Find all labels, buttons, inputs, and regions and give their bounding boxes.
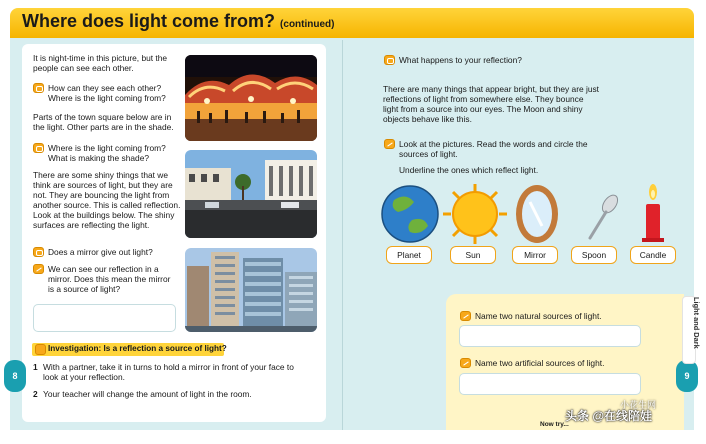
title-main: Where does light come from? <box>22 11 276 31</box>
town-square-text: Parts of the town square below are in the light. Other parts are in the shade. <box>33 112 174 132</box>
artificial-sources-prompt: Name two artificial sources of light. <box>475 358 605 368</box>
natural-sources-input[interactable] <box>459 325 641 347</box>
spacer <box>383 67 646 68</box>
hand-icon <box>35 344 46 355</box>
intro-text: It is night-time in this picture, but the people can see each other. <box>33 53 168 73</box>
step-1-text: With a partner, take it in turns to hold a mirror in front of your face to look at your reflection. <box>43 362 294 382</box>
spoon-icon <box>590 192 621 238</box>
objects-pictures <box>380 182 684 246</box>
underline-task: Underline the ones which reflect light. <box>399 165 539 175</box>
chapter-side-label: Light and Dark <box>692 297 701 349</box>
question-mirror-source: We can see our reflection in a mirror. Does this mean the mirror is a source of light? <box>48 264 171 294</box>
step-number: 1 <box>33 362 38 372</box>
question-shade: Where is the light coming from? What is making the shade? <box>48 143 166 163</box>
reflection-paragraph: There are many things that appear bright, but they are just reflections of light from somewhere else. They bounce light from a source into our eyes. The Moon and shiny objects behave like this. <box>383 84 600 124</box>
page-title <box>22 11 334 32</box>
label-mirror[interactable]: Mirror <box>512 246 558 264</box>
question-icon <box>33 143 44 153</box>
step-2-text: Your teacher will change the amount of light in the room. <box>43 389 252 399</box>
title-continued: (continued) <box>280 19 335 30</box>
question-icon <box>384 55 395 65</box>
reflective-buildings-photo <box>185 248 317 332</box>
sun-icon <box>443 184 507 244</box>
question-mirror-light: Does a mirror give out light? <box>48 247 153 257</box>
label-sun[interactable]: Sun <box>450 246 496 264</box>
question-icon <box>33 83 44 93</box>
pencil-icon <box>460 311 471 321</box>
pencil-icon <box>33 264 44 274</box>
reflection-text: There are some shiny things that we think are sources of light, but they are not. They are bouncing the light from another source. This is called reflection. Look at the buildings below. The shiny surfaces are reflecting the light. <box>33 170 181 230</box>
candle-icon <box>642 184 664 242</box>
answer-box-mirror[interactable] <box>33 304 176 332</box>
label-candle[interactable]: Candle <box>630 246 676 264</box>
watermark-small: 小花生网 <box>620 400 657 410</box>
page-number-right: 9 <box>676 360 698 392</box>
question-icon <box>33 247 44 257</box>
now-try-text: Now try... <box>540 421 569 428</box>
center-divider <box>342 40 343 430</box>
night-square-photo <box>185 55 317 141</box>
page-number-left: 8 <box>4 360 26 392</box>
town-square-photo <box>185 150 317 238</box>
watermark: 头条 @在线陪娃 <box>565 409 653 423</box>
artificial-sources-input[interactable] <box>459 373 641 395</box>
mirror-icon <box>516 185 558 243</box>
question-see-each-other: How can they see each other? Where is the light coming from? <box>48 83 166 103</box>
question-reflection-change: What happens to your reflection? <box>399 55 522 65</box>
pencil-icon <box>460 358 471 368</box>
natural-sources-prompt: Name two natural sources of light. <box>475 311 602 321</box>
label-planet[interactable]: Planet <box>386 246 432 264</box>
circle-task: Look at the pictures. Read the words and circle the sources of light. <box>399 139 588 159</box>
planet-icon <box>382 186 438 242</box>
step-number: 2 <box>33 389 38 399</box>
investigation-title: Investigation: Is a reflection a source of light? <box>48 344 227 353</box>
pencil-icon <box>384 139 395 149</box>
label-spoon[interactable]: Spoon <box>571 246 617 264</box>
